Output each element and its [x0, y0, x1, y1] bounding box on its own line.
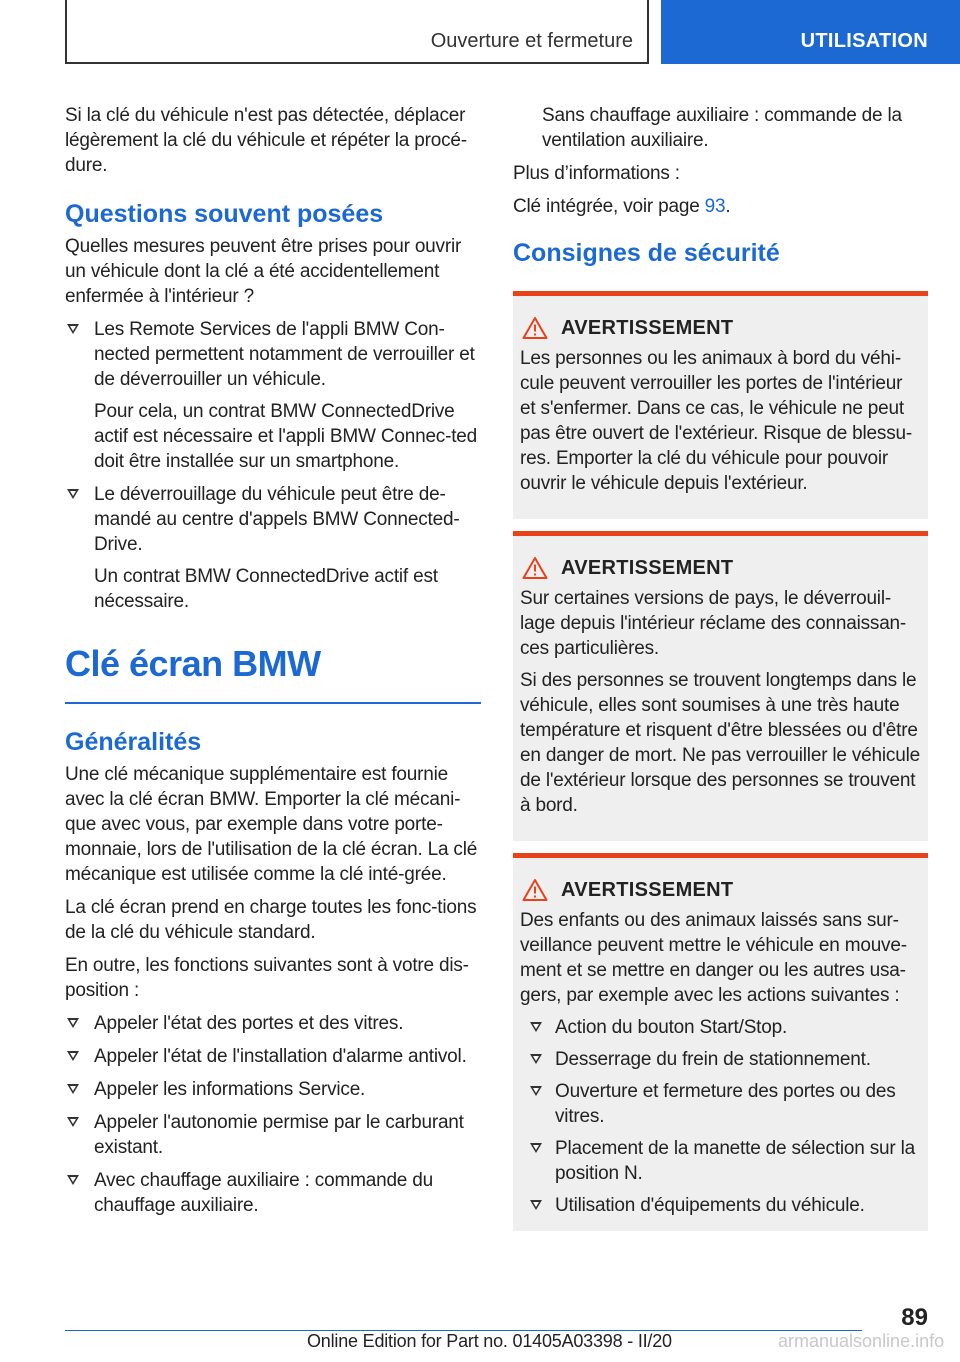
warning-text: Si des personnes se trouvent longtemps dans le véhicule, elles sont soumises à une très haute température et risquent d'être blessées ou d'être en danger de mort. Ne pas verrouiller le véhicule de l'extérieur lorsque des personnes se trouvent à bord.: [520, 670, 920, 816]
warning-header: [520, 316, 922, 340]
header-chapter-tab[interactable]: [661, 0, 960, 64]
list-item-text: Desserrage du frein de stationnement.: [555, 1049, 871, 1070]
cross-reference: [513, 194, 928, 219]
intro-paragraph: Si la clé du véhicule n'est pas détectée, déplacer légèrement la clé du véhicule et répéter la procé-dure.: [65, 105, 467, 176]
triangle-bullet-icon: [67, 1051, 79, 1061]
header-section-box: [65, 0, 649, 64]
general-heading: Généralités: [65, 728, 202, 756]
list-item: [65, 1011, 481, 1036]
cross-reference-text: Clé intégrée, voir page: [513, 196, 700, 217]
warning-title: AVERTISSEMENT: [561, 316, 734, 339]
list-item: [520, 1015, 922, 1040]
list-item: [520, 1047, 922, 1072]
triangle-bullet-icon: [67, 1175, 79, 1185]
list-item-text: Avec chauffage auxiliaire : commande du chauffage auxiliaire.: [94, 1170, 433, 1216]
triangle-bullet-icon: [67, 1117, 79, 1127]
list-item: [65, 1110, 481, 1160]
warning-triangle-icon: [522, 878, 548, 902]
section-title: Ouverture et fermeture: [430, 30, 633, 52]
general-paragraph: Une clé mécanique supplémentaire est fournie avec la clé écran BMW. Emporter la clé mécani-que avec vous, par exemple dans votre porte-monnaie, lors de l'utilisation de la clé écran. La clé mécanique est utilisée comme la clé inté-grée.: [65, 764, 478, 885]
list-item-text: Ouverture et fermeture des portes ou des vitres.: [555, 1081, 896, 1127]
triangle-bullet-icon: [67, 1084, 79, 1094]
triangle-bullet-icon: [530, 1022, 542, 1032]
list-item-text: Utilisation d'équipements du véhicule.: [555, 1195, 865, 1216]
warning-text: Sur certaines versions de pays, le déverrouil-lage depuis l'intérieur réclame des connaissan-ces particulières.: [520, 588, 907, 659]
warning-triangle-icon: [522, 316, 548, 340]
display-key-heading: Clé écran BMW: [65, 642, 481, 704]
chapter-title: UTILISATION: [800, 30, 928, 52]
list-item: [520, 1193, 922, 1218]
list-item: [520, 1079, 922, 1129]
triangle-bullet-icon: [67, 324, 79, 334]
list-item-subtext: Pour cela, un contrat BMW ConnectedDrive actif est nécessaire et l'appli BMW Connec-ted doit être installée sur un smartphone.: [94, 401, 478, 472]
general-paragraph: En outre, les fonctions suivantes sont à votre dis-position :: [65, 955, 469, 1001]
continued-list-text: Sans chauffage auxiliaire : commande de la ventilation auxiliaire.: [542, 105, 902, 151]
cross-reference-period: .: [725, 196, 731, 217]
faq-heading: Questions souvent posées: [65, 200, 384, 228]
page-number: 89: [901, 1304, 928, 1331]
triangle-bullet-icon: [530, 1054, 542, 1064]
list-item: [520, 1136, 922, 1186]
page-link[interactable]: 93: [704, 196, 726, 217]
list-item-text: Appeler l'autonomie permise par le carburant existant.: [94, 1112, 464, 1158]
warning-text: Des enfants ou des animaux laissés sans sur-veillance peuvent mettre le véhicule en mouve-ment et se mettre en danger ou les autres usa-gers, par exemple avec les actions suivantes :: [520, 910, 907, 1006]
list-item: [65, 1044, 481, 1069]
warning-actions-list: [520, 1015, 922, 1218]
warning-text: Les personnes ou les animaux à bord du véhi-cule peuvent verrouiller les portes de l'intérieur et s'enfermer. Dans ce cas, le véhicule ne peut pas être ouvert de l'extérieur. Risque de blessu-res. Emporter la clé du véhicule pour pouvoir ouvrir le véhicule depuis l'extérieur.: [520, 348, 912, 494]
general-paragraph: La clé écran prend en charge toutes les fonc-tions de la clé du véhicule standard.: [65, 897, 477, 943]
triangle-bullet-icon: [530, 1200, 542, 1210]
warning-title: AVERTISSEMENT: [561, 556, 734, 579]
list-item-text: Appeler l'état de l'installation d'alarme antivol.: [94, 1046, 467, 1067]
list-item-text: Le déverrouillage du véhicule peut être de-mandé au centre d'appels BMW Connected-Drive.: [94, 484, 460, 555]
more-info-label: Plus d’informations :: [513, 163, 680, 184]
list-item-text: Placement de la manette de sélection sur la position N.: [555, 1138, 915, 1184]
right-column: [513, 103, 928, 1243]
triangle-bullet-icon: [530, 1143, 542, 1153]
warning-box: [513, 291, 928, 519]
list-item: [65, 1168, 481, 1218]
faq-question: Quelles mesures peuvent être prises pour ouvrir un véhicule dont la clé a été accidentellement enfermée à l'intérieur ?: [65, 236, 462, 307]
edition-text: Online Edition for Part no. 01405A03398 - II/20: [307, 1331, 672, 1351]
list-item-text: Appeler l'état des portes et des vitres.: [94, 1013, 404, 1034]
warning-triangle-icon: [522, 556, 548, 580]
watermark-text: armanualsonline.info: [778, 1331, 945, 1351]
warning-title: AVERTISSEMENT: [561, 878, 734, 901]
list-item-text: Action du bouton Start/Stop.: [555, 1017, 788, 1038]
warning-box: [513, 531, 928, 841]
warning-box: [513, 853, 928, 1231]
list-item-text: Les Remote Services de l'appli BMW Con-nected permettent notamment de verrouiller et de déverrouiller un véhicule.: [94, 319, 475, 390]
functions-list: [65, 1011, 481, 1218]
list-item: [65, 1077, 481, 1102]
left-column: [65, 103, 481, 1226]
safety-heading: Consignes de sécurité: [513, 239, 780, 267]
list-item-text: Appeler les informations Service.: [94, 1079, 366, 1100]
triangle-bullet-icon: [530, 1086, 542, 1096]
list-item: [65, 317, 481, 474]
list-item: [65, 482, 481, 614]
faq-list: [65, 317, 481, 614]
list-item-subtext: Un contrat BMW ConnectedDrive actif est nécessaire.: [94, 566, 438, 612]
warning-header: [520, 556, 922, 580]
triangle-bullet-icon: [67, 489, 79, 499]
triangle-bullet-icon: [67, 1018, 79, 1028]
warning-header: [520, 878, 922, 902]
